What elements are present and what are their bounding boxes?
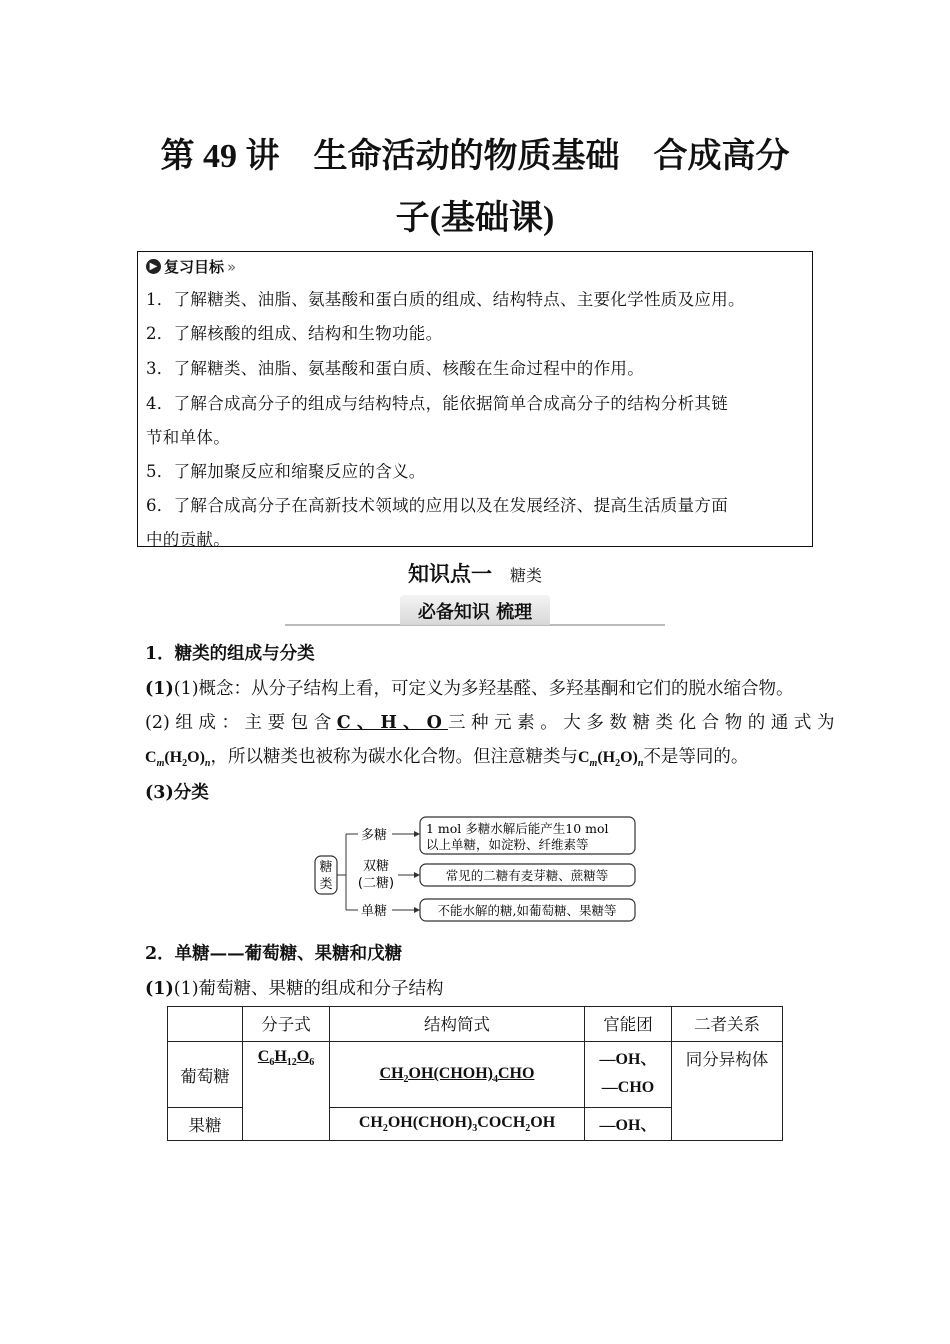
glucose-functional-groups: —OH、 —CHO [585,1042,672,1108]
monosaccharide-table [167,1006,783,1141]
objective-item: 节和单体。 [146,428,230,447]
fructose-functional-groups: —OH、 [585,1108,672,1141]
objectives-box [137,251,813,547]
monosaccharide-desc: 不能水解的糖,如葡萄糖、果糖等 [437,903,617,918]
concept-body: (1)概念：从分子结构上看，可定义为多羟基醛、多羟基酮和它们的脱水缩合物。 [173,679,794,699]
sugar-classification-diagram [310,812,640,927]
objective-item: 6．了解合成高分子在高新技术领域的应用以及在发展经济、提高生活质量方面 [146,496,728,515]
section1-heading: 1．糖类的组成与分类 [145,644,315,664]
branch-label-disaccharide: 双糖 [362,859,390,874]
section2-sub1: (1)(1)葡萄糖、果糖的组成和分子结构 [145,979,444,999]
table-header-cell: 结构简式 [330,1007,585,1042]
relation-cell: 同分异构体 [672,1042,783,1141]
banner-text: 必备知识 梳理 [417,602,533,623]
classification-heading: (3)分类 [145,783,209,803]
page-title-line1: 第 49 讲 生命活动的物质基础 合成高分 [160,138,790,175]
glucose-structure-cell: $CH_2OH(CHOH)_4CHO$ [330,1042,585,1108]
branch-label-disaccharide-alt: (二糖) [357,876,395,891]
knowledge-point-heading [0,558,950,588]
table-header-cell: 分子式 [243,1007,330,1042]
table-header-row [168,1007,783,1042]
row-name-glucose: 葡萄糖 [168,1042,243,1108]
objectives-heading [146,256,233,277]
objective-item: 中的贡献。 [146,530,230,549]
molecular-formula-cell: $C_6H_{12}O_6$ [243,1042,330,1141]
table-row [168,1042,783,1108]
branch-label-monosaccharide: 单糖 [360,904,388,919]
objective-item: 5．了解加聚反应和缩聚反应的含义。 [146,462,426,481]
table-header-cell: 官能团 [585,1007,672,1042]
objective-item: 3．了解糖类、油脂、氨基酸和蛋白质、核酸在生命过程中的作用。 [146,359,644,378]
play-icon: ▶ [146,259,161,274]
polysaccharide-desc-2: 以上单糖，如淀粉、纤维素等 [426,837,589,852]
branch-label-polysaccharide: 多糖 [360,828,388,843]
general-formula-line: $C_m(H_2O)_n$，所以糖类也被称为碳水化合物。但注意糖类与$C_m(H_2O)_n$不是等同的。 [145,747,749,770]
objective-item: 1．了解糖类、油脂、氨基酸和蛋白质的组成、结构特点、主要化学性质及应用。 [146,290,745,309]
table-header-cell [168,1007,243,1042]
page-title-line2: 子(基础课) [395,200,555,237]
composition-elements: C 、 H 、 O [336,713,448,733]
disaccharide-desc: 常见的二糖有麦芽糖、蔗糖等 [445,868,609,883]
concept-text: (1)(1)概念：从分子结构上看，可定义为多羟基醛、多羟基酮和它们的脱水缩合物。 [145,679,794,699]
objective-item: 2．了解核酸的组成、结构和生物功能。 [146,324,443,343]
row-name-fructose: 果糖 [168,1108,243,1141]
diagram-center-1: 糖 [319,860,333,875]
double-chevron-icon: » [227,257,234,276]
knowledge-point-title: 知识点一 [407,562,492,586]
diagram-center-2: 类 [319,877,333,892]
objectives-heading-text: 复习目标 [164,258,225,276]
section-banner [285,595,665,629]
polysaccharide-desc-1: 1 mol 多糖水解后能产生10 mol [426,821,609,836]
table-header-cell: 二者关系 [672,1007,783,1042]
composition-text: (2) 组 成 ： 主 要 包 含 C 、 H 、 O 三 种 元 素 。 大 多 数 糖 类 化 合 物 的 通 式 为 [145,713,835,733]
knowledge-point-subtitle: 糖类 [509,566,542,585]
objective-item: 4．了解合成高分子的组成与结构特点，能依据简单合成高分子的结构分析其链 [146,394,728,413]
section2-heading: 2．单糖——葡萄糖、果糖和戊糖 [145,944,403,964]
fructose-structure-cell: $CH_2OH(CHOH)_3COCH_2OH$ [330,1108,585,1141]
